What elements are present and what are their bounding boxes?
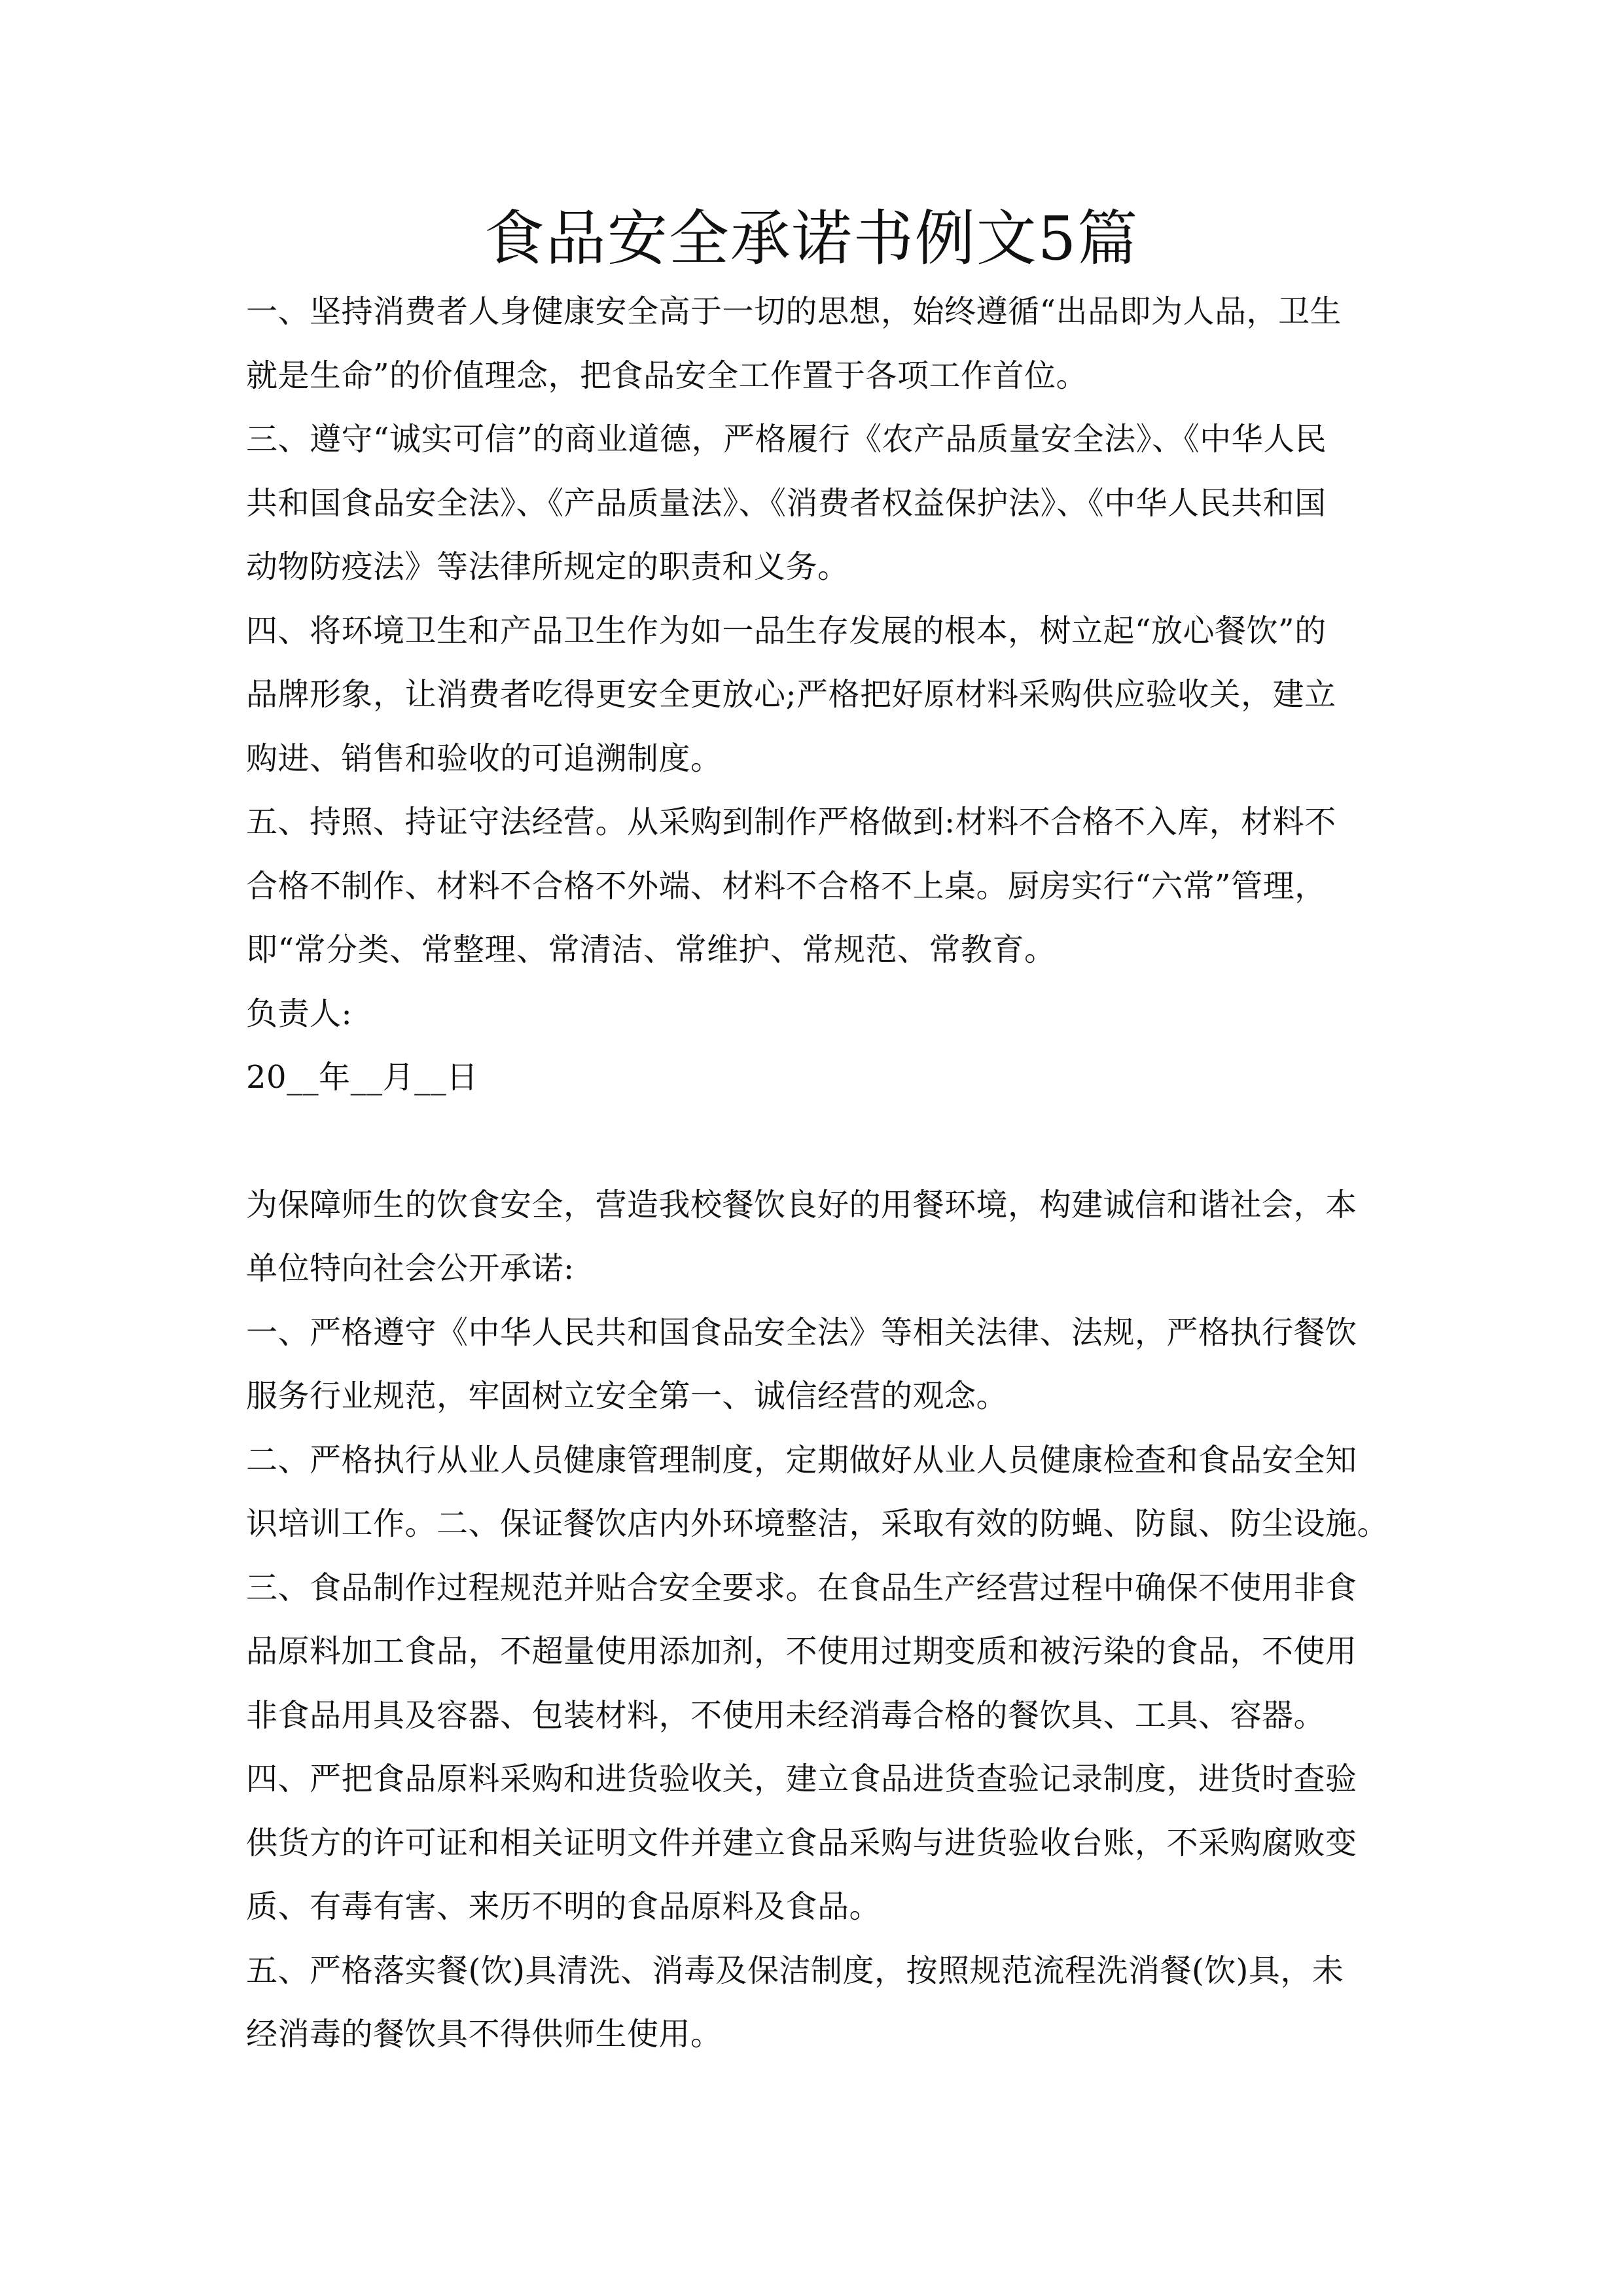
document-section xyxy=(246,1174,1398,2067)
text-line: 五、严格落实餐(饮)具清洗、消毒及保洁制度，按照规范流程洗消餐(饮)具，未 xyxy=(246,1952,1344,1989)
text-line: 经消毒的餐饮具不得供师生使用。 xyxy=(246,2016,722,2053)
text-line: 购进、销售和验收的可追溯制度。 xyxy=(246,740,722,777)
text-line: 五、持照、持证守法经营。从采购到制作严格做到:材料不合格不入库，材料不 xyxy=(246,804,1336,840)
text-line: 即“常分类、常整理、常清洁、常维护、常规范、常教育。 xyxy=(246,931,1056,968)
document-body xyxy=(246,280,1398,2067)
text-line: 非食品用具及容器、包装材料，不使用未经消毒合格的餐饮具、工具、容器。 xyxy=(246,1696,1326,1734)
text-line: 三、遵守“诚实可信”的商业道德，严格履行《农产品质量安全法》、《中华人民 xyxy=(246,421,1327,457)
text-line: 二、严格执行从业人员健康管理制度，定期做好从业人员健康检查和食品安全知 xyxy=(246,1441,1357,1479)
text-line: 负责人: xyxy=(246,995,353,1032)
text-line: 供货方的许可证和相关证明文件并建立食品采购与进货验收台账，不采购腐败变 xyxy=(246,1824,1357,1861)
text-line: 识培训工作。二、保证餐饮店内外环境整洁，采取有效的防蝇、防鼠、防尘设施。 xyxy=(246,1505,1389,1542)
text-line: 品牌形象，让消费者吃得更安全更放心;严格把好原材料采购供应验收关，建立 xyxy=(246,676,1336,713)
text-line: 单位特向社会公开承诺: xyxy=(246,1250,575,1287)
text-line: 品原料加工食品，不超量使用添加剂，不使用过期变质和被污染的食品，不使用 xyxy=(246,1633,1357,1670)
text-line: 为保障师生的饮食安全，营造我校餐饮良好的用餐环境，构建诚信和谐社会，本 xyxy=(246,1186,1357,1223)
text-line: 三、食品制作过程规范并贴合安全要求。在食品生产经营过程中确保不使用非食 xyxy=(246,1569,1357,1606)
text-line: 四、严把食品原料采购和进货验收关，建立食品进货查验记录制度，进货时查验 xyxy=(246,1761,1357,1797)
text-line: 一、严格遵守《中华人民共和国食品安全法》等相关法律、法规，严格执行餐饮 xyxy=(246,1314,1357,1351)
document-section xyxy=(246,280,1398,1110)
text-line: 共和国食品安全法》、《产品质量法》、《消费者权益保护法》、《中华人民共和国 xyxy=(246,484,1327,522)
text-line: 质、有毒有害、来历不明的食品原料及食品。 xyxy=(246,1888,882,1925)
text-line: 就是生命”的价值理念，把食品安全工作置于各项工作首位。 xyxy=(246,357,1088,394)
text-line: 服务行业规范，牢固树立安全第一、诚信经营的观念。 xyxy=(246,1378,1008,1414)
text-line: 20__年__月__日 xyxy=(246,1059,478,1096)
text-line: 合格不制作、材料不合格不外端、材料不合格不上桌。厨房实行“六常”管理， xyxy=(246,867,1327,905)
text-line: 动物防疫法》等法律所规定的职责和义务。 xyxy=(246,548,849,585)
document-title: 食品安全承诺书例文5篇 xyxy=(484,204,1139,274)
text-line: 一、坚持消费者人身健康安全高于一切的思想，始终遵循“出品即为人品，卫生 xyxy=(246,293,1342,330)
text-line: 四、将环境卫生和产品卫生作为如一品生存发展的根本，树立起“放心餐饮”的 xyxy=(246,612,1327,649)
